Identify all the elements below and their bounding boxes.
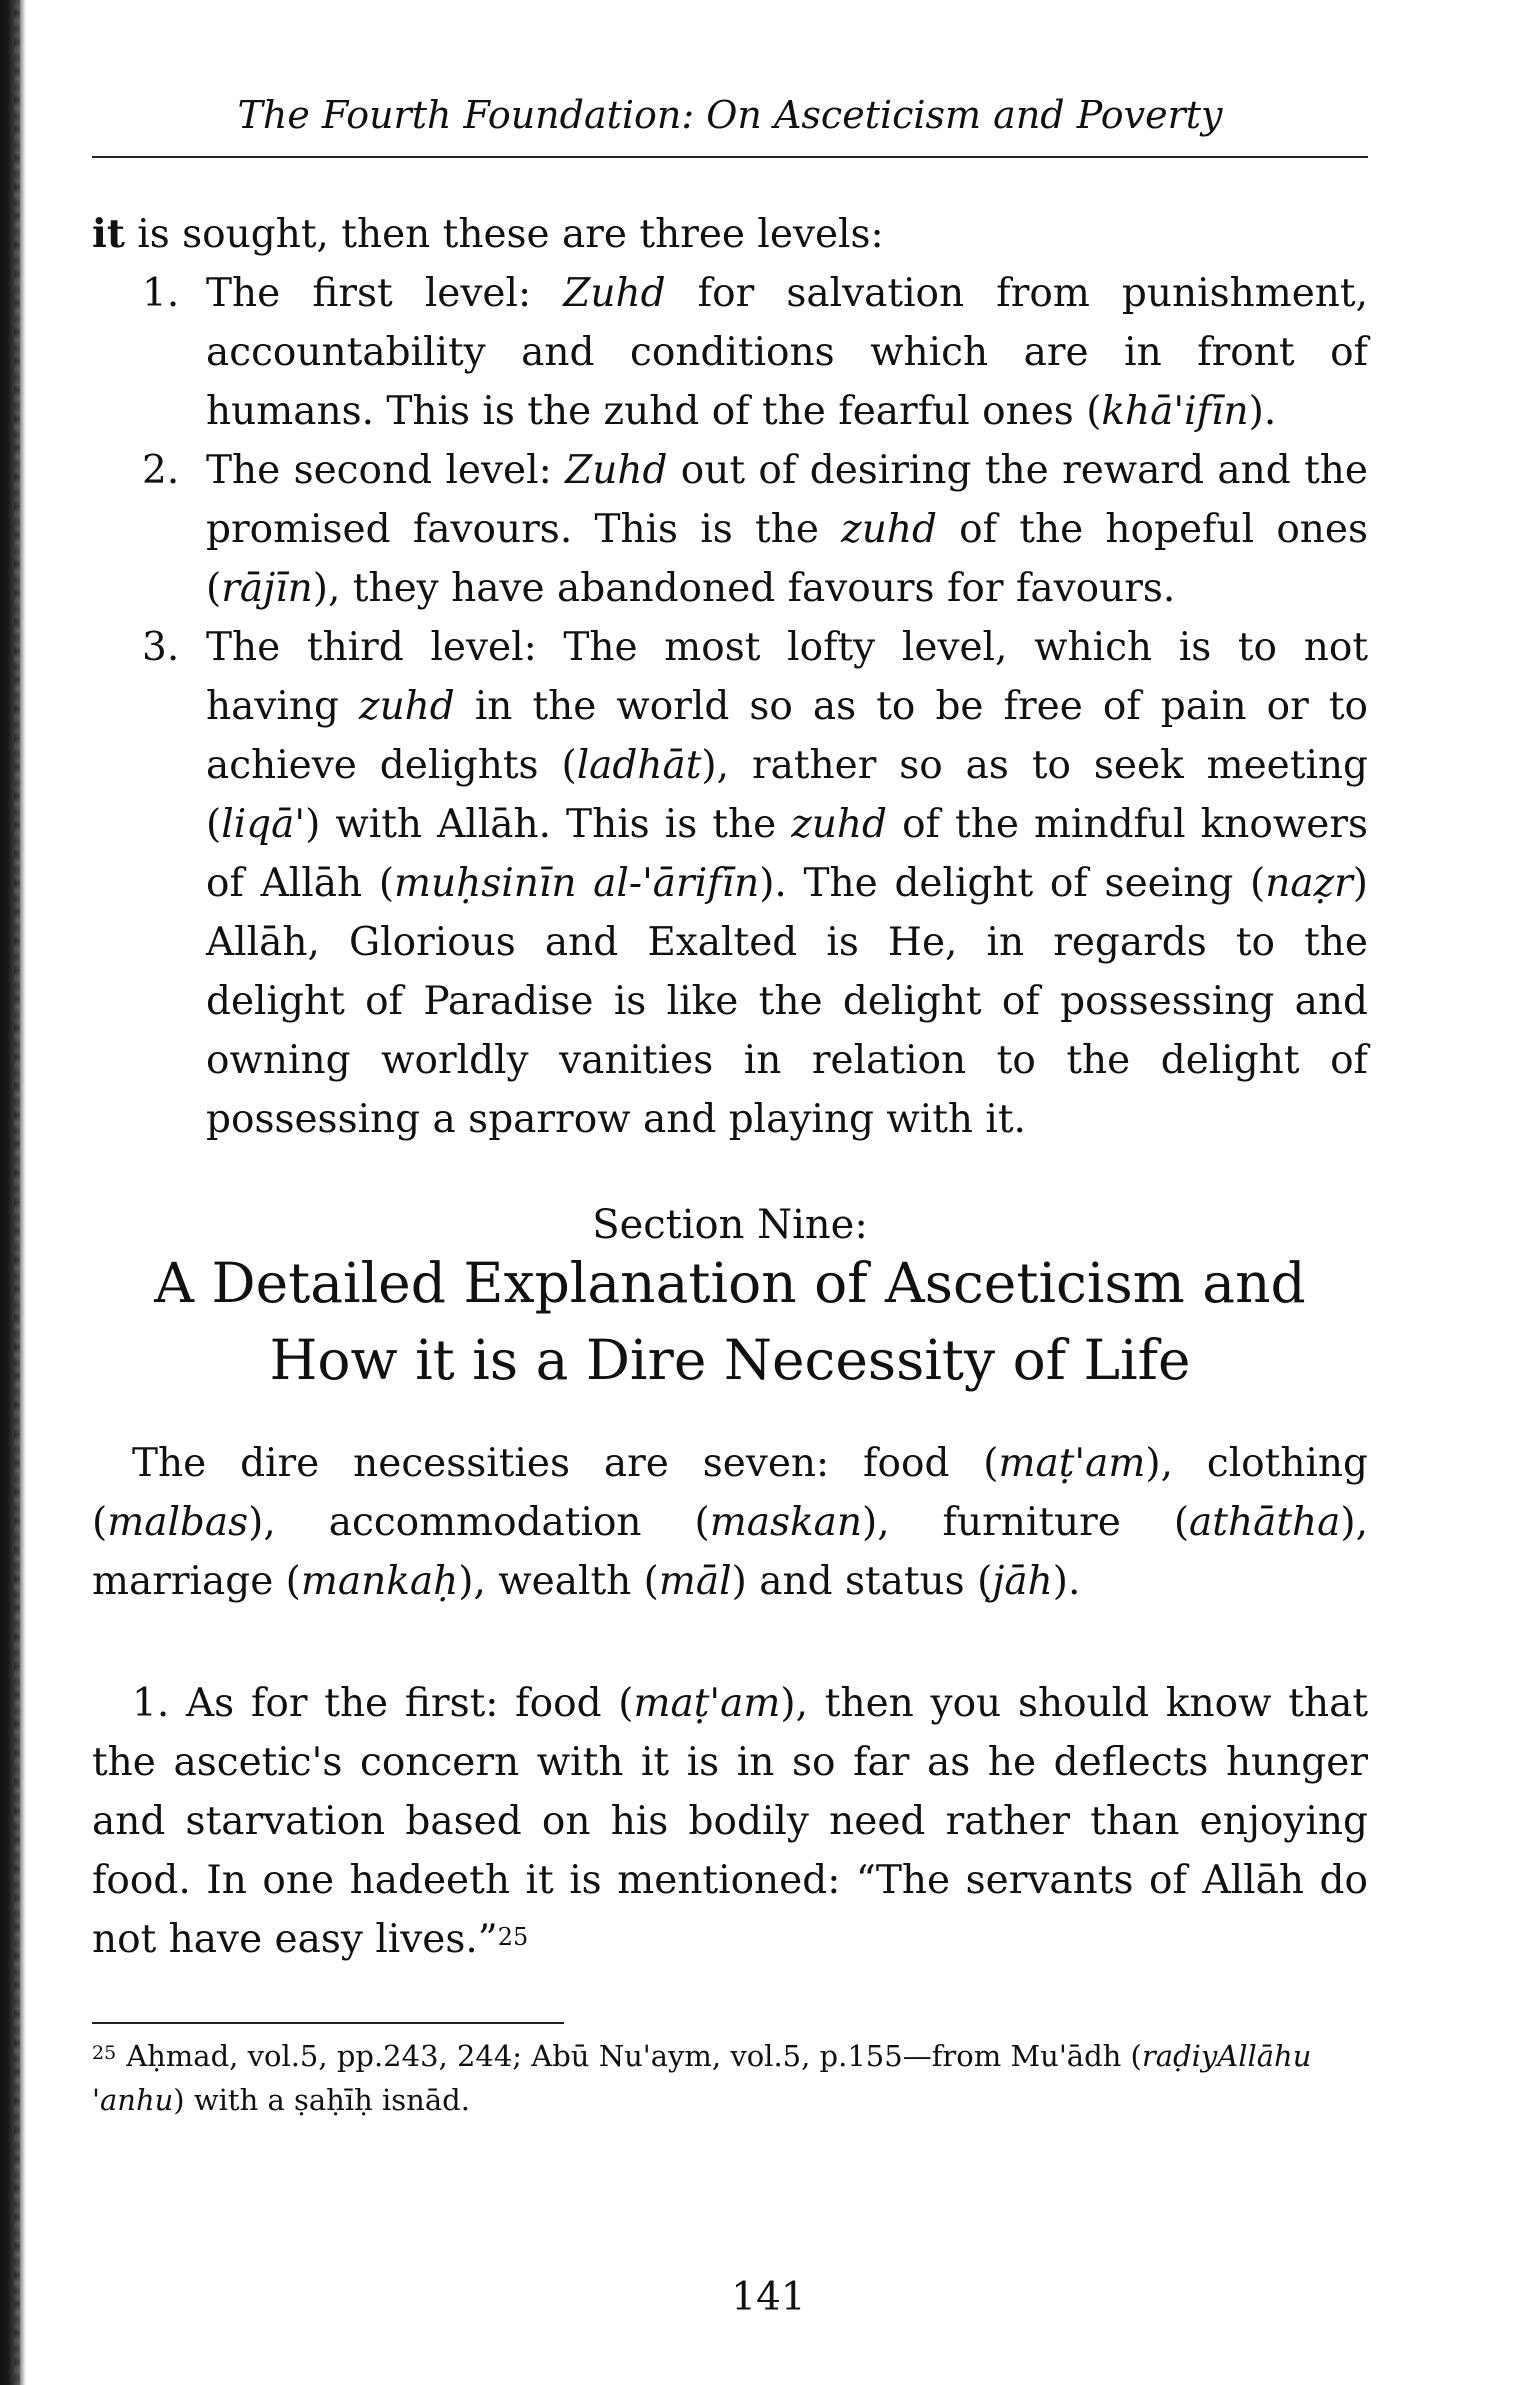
level-text: out of desiring the reward and the promised favours. This is the [206,448,1368,552]
level-text: ). [1248,389,1277,434]
level-text: The first level: [206,271,564,316]
level-text: for salvation from punishment, accountability and conditions which are in front of humans. This is the zuhd of the fearful ones ( [206,271,1368,434]
section-title-line-1: A Detailed Explanation of Asceticism and [154,1251,1306,1315]
level-number: 3. [142,625,180,670]
lead-paragraph [92,205,1368,264]
dire-necessities-paragraph [92,1434,1368,1611]
level-text: ), they have abandoned favours for favours. [312,566,1176,611]
footnote-text: ) with a ṣaḥīḥ isnād. [173,2083,470,2117]
dire-text: ), clothing ( [92,1441,1368,1545]
level-term: ladhāt [576,743,702,788]
lead-bold-word: it [92,211,125,257]
level-term: rājīn [221,566,313,611]
level-term: muḥsinīn al-'ārifīn [394,861,760,906]
level-term: Zuhd [563,271,666,316]
dire-term: maskan [709,1500,862,1545]
dire-term: malbas [107,1500,249,1545]
level-term: naẓr [1265,861,1353,906]
levels-list [92,264,1368,1149]
footnote-reference[interactable]: 25 [497,1923,529,1951]
dire-text: The dire necessities are seven: food ( [132,1441,999,1486]
level-term: liqā' [221,802,306,847]
level-item-2 [92,441,1368,618]
level-text: ), rather so as to seek meeting ( [206,743,1368,847]
level-term: zuhd [841,507,937,552]
footnote [92,2034,1368,2122]
level-item-3 [92,618,1368,1149]
dire-text: ), wealth ( [458,1559,659,1604]
level-term: zuhd [791,802,887,847]
book-binding-shadow [0,0,26,2385]
level-number: 2. [142,448,180,493]
header-rule [92,156,1368,158]
level-text: in the world so as to be free of pain or to achieve delights ( [206,684,1368,788]
level-text: The second level: [206,448,566,493]
section-title-line-2: How it is a Dire Necessity of Life [269,1328,1191,1392]
food-text: ), then you should know that the ascetic's concern with it is in so far as he deflects hunger and starvation based on his bodily need rather than enjoying food. In one hadeeth it is mentioned: “The servants of Allāh do not have easy lives.” [92,1681,1368,1962]
section-title [92,1245,1368,1399]
dire-term: mankaḥ [300,1559,459,1604]
footnote-rule [92,2022,564,2024]
dire-text: ), furniture ( [861,1500,1190,1545]
dire-term: maṭ'am [998,1441,1146,1486]
level-term: khā'ifīn [1101,389,1249,434]
food-paragraph [92,1674,1368,1969]
level-text: The third level: The most lofty level, which is to not having [206,625,1368,729]
level-item-1 [92,264,1368,441]
level-text: ) Allāh, Glorious and Exalted is He, in regards to the delight of Paradise is like the delight of possessing and owning worldly vanities in relation to the delight of possessing a sparrow and playing with it. [206,861,1369,1142]
dire-term: jāh [992,1559,1053,1604]
level-text: of the mindful knowers of Allāh ( [206,802,1368,906]
level-number: 1. [142,271,180,316]
running-head: The Fourth Foundation: On Asceticism and Poverty [237,93,1223,137]
section-label: Section Nine: [592,1202,868,1248]
footnote-text: Aḥmad, vol.5, pp.243, 244; Abū Nu'aym, vol.5, p.155—from Mu'ādh ( [126,2039,1142,2073]
page-number: 141 [731,2275,806,2320]
footnote-term: raḍiyAllāhu 'anhu [92,2039,1312,2117]
level-text: of the hopeful ones ( [206,507,1369,611]
dire-text: ). [1052,1559,1081,1604]
level-term: Zuhd [565,448,668,493]
level-text: ) with Allāh. This is the [305,802,792,847]
dire-text: ), accommodation ( [248,1500,710,1545]
level-term: zuhd [359,684,455,729]
footnote-number: 25 [92,2042,117,2064]
dire-text: ), marriage ( [92,1500,1368,1604]
food-text: 1. As for the first: food ( [132,1681,634,1726]
lead-text: is sought, then these are three levels: [124,212,884,257]
level-text: ). The delight of seeing ( [759,861,1266,906]
food-term: maṭ'am [633,1681,781,1726]
dire-term: māl [658,1559,732,1604]
dire-text: ) and status ( [731,1559,993,1604]
book-binding-texture [14,0,20,2385]
dire-term: athātha [1189,1500,1341,1545]
